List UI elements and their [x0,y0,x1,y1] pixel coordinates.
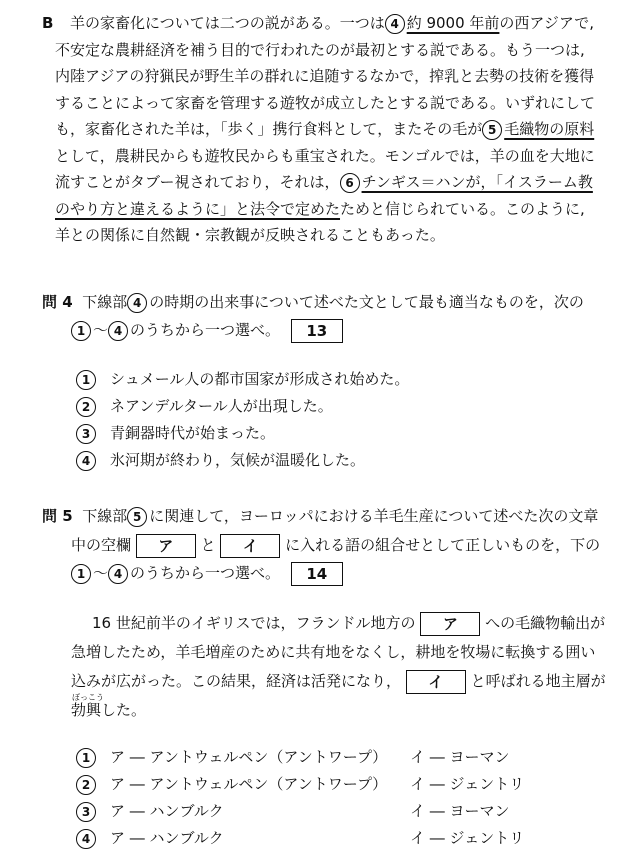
q4-instruction: のうちから一つ選べ。 [130,321,281,339]
passage-line [55,222,445,248]
passage-text: ためと信じられている。このように, [340,199,585,218]
q5-range-from: 1 [71,564,91,584]
passage-text: 羊との関係に自然観・宗教観が反映されることもあった。 [55,226,445,244]
q5-line1 [42,503,598,529]
passage-line [55,116,594,142]
option-b: イ ― ジェントリ [410,829,525,847]
q5-passage-text3a: 込みが広がった。この結果，経済は活発になり， [71,672,402,690]
option-text: シュメール人の都市国家が形成され始めた。 [110,370,410,388]
passage-line [55,143,595,169]
q5-ruby: ぼっこう [72,693,104,702]
q5-passage-blank-b[interactable]: イ [406,670,466,694]
q5-passage-line2: 急増したため，羊毛増産のために共有地をなくし，耕地を牧場に転換する囲い [71,643,596,661]
passage-line [55,37,585,63]
passage-text: することによって家畜を管理する遊牧が成立したとする説である。いずれにして [55,93,596,112]
q4-option[interactable] [76,366,409,392]
q5-option[interactable] [76,798,510,824]
q4-option[interactable] [76,420,275,446]
q5-passage-line1 [92,610,605,636]
q4-answer-box[interactable]: 13 [291,319,343,343]
option-a: ア ― アントウェルペン（アントワープ） [110,775,388,793]
passage-line [70,10,594,36]
passage-text: 流すことがタブー視されており，それは， [55,173,340,191]
option-text: 青銅器時代が始まった。 [110,424,276,442]
passage-text: も，家畜化された羊は，「歩く」携行食料として，またその毛が [55,120,483,138]
q4-text-b: の時期の出来事について述べた文として最も適当なものを，次の [149,293,584,311]
passage-underline-ref: 6 [340,173,360,193]
passage-line [55,169,593,195]
passage-line [55,63,594,89]
q4-circle-ref: 4 [127,293,147,313]
passage-underlined: 毛織物の原料 [504,120,595,138]
q5-passage-text3b: と呼ばれる地主層が [470,672,606,690]
option-number: 1 [76,370,96,390]
option-number: 2 [76,775,96,795]
passage-underlined: チンギス＝ハンが，「イスラーム教 [361,173,593,191]
q5-passage-line3 [71,668,606,694]
q5-blank-tail: に入れる語の組合せとして正しいものを，下の [285,536,601,554]
passage-line [55,90,595,116]
q5-option[interactable] [76,825,524,851]
q5-range-to: 4 [108,564,128,584]
passage-text: 内陸アジアの狩猟民が野生羊の群れに追随するなかで，搾乳と去勢の技術を獲得 [55,67,595,85]
passage-text: として，農耕民からも遊牧民からも重宝された。モンゴルでは，羊の血を大地に [55,146,595,165]
q5-line2 [71,532,600,558]
option-text: 氷河期が終わり，気候が温暖化した。 [110,451,366,469]
passage-text: 羊の家畜化については二つの説がある。一つは [70,14,385,32]
q4-line1 [42,289,584,315]
q4-option[interactable] [76,447,365,473]
q5-text-b: に関連して，ヨーロッパにおける羊毛生産について述べた次の文章 [149,507,599,525]
option-number: 2 [76,397,96,417]
q5-option[interactable] [76,771,524,797]
passage-section-label: B [42,14,54,32]
q5-and: と [200,536,216,554]
q5-blank-a[interactable]: ア [136,534,196,558]
option-number: 1 [76,748,96,768]
option-text: ネアンデルタール人が出現した。 [110,397,333,415]
option-number: 3 [76,802,96,822]
q4-option[interactable] [76,393,333,419]
q5-blank-b[interactable]: イ [220,534,280,558]
passage-text: 不安定な農耕経済を補う目的で行われたのが最初とする説である。もう一つは, [55,40,585,59]
q5-passage-blank-a[interactable]: ア [420,612,480,636]
q5-text-a: 下線部 [82,507,128,525]
q5-passage-line4: 勃興した。 [71,701,147,719]
option-a: ア ― アントウェルペン（アントワープ） [110,748,388,766]
passage-underlined: のやり方と違えるように」と法令で定めた [55,199,341,218]
passage-underline-ref: 4 [385,14,405,34]
q5-answer-box[interactable]: 14 [291,562,343,586]
option-number: 3 [76,424,96,444]
option-b: イ ― ジェントリ [410,775,525,793]
q4-line2: 1 〜 4 のうちから一つ選べ。 13 [71,317,343,343]
q5-option[interactable] [76,744,510,770]
q4-range-to: 4 [108,321,128,341]
option-number: 4 [76,829,96,849]
option-b: イ ― ヨーマン [410,748,510,766]
q5-passage-text1a: 16 世紀前半のイギリスでは，フランドル地方の [92,614,416,632]
q5-passage-text1b: への毛織物輸出が [485,614,606,632]
passage-text: の西アジアで, [499,14,595,32]
option-b: イ ― ヨーマン [410,802,510,820]
option-number: 4 [76,451,96,471]
q5-label: 問 5 [42,507,73,525]
q5-circle-ref: 5 [127,507,147,527]
q5-blank-intro: 中の空欄 [71,536,132,554]
passage-line [55,196,585,222]
q5-line3: 1 〜 4 のうちから一つ選べ。 14 [71,560,343,586]
passage-underline-ref: 5 [482,120,502,140]
q5-instruction: のうちから一つ選べ。 [130,564,281,582]
q4-range-from: 1 [71,321,91,341]
q4-text-a: 下線部 [82,293,128,311]
passage-underlined: 約 9000 年前 [406,14,500,32]
option-a: ア ― ハンブルク [110,802,224,820]
q4-label: 問 4 [42,293,73,311]
option-a: ア ― ハンブルク [110,829,224,847]
